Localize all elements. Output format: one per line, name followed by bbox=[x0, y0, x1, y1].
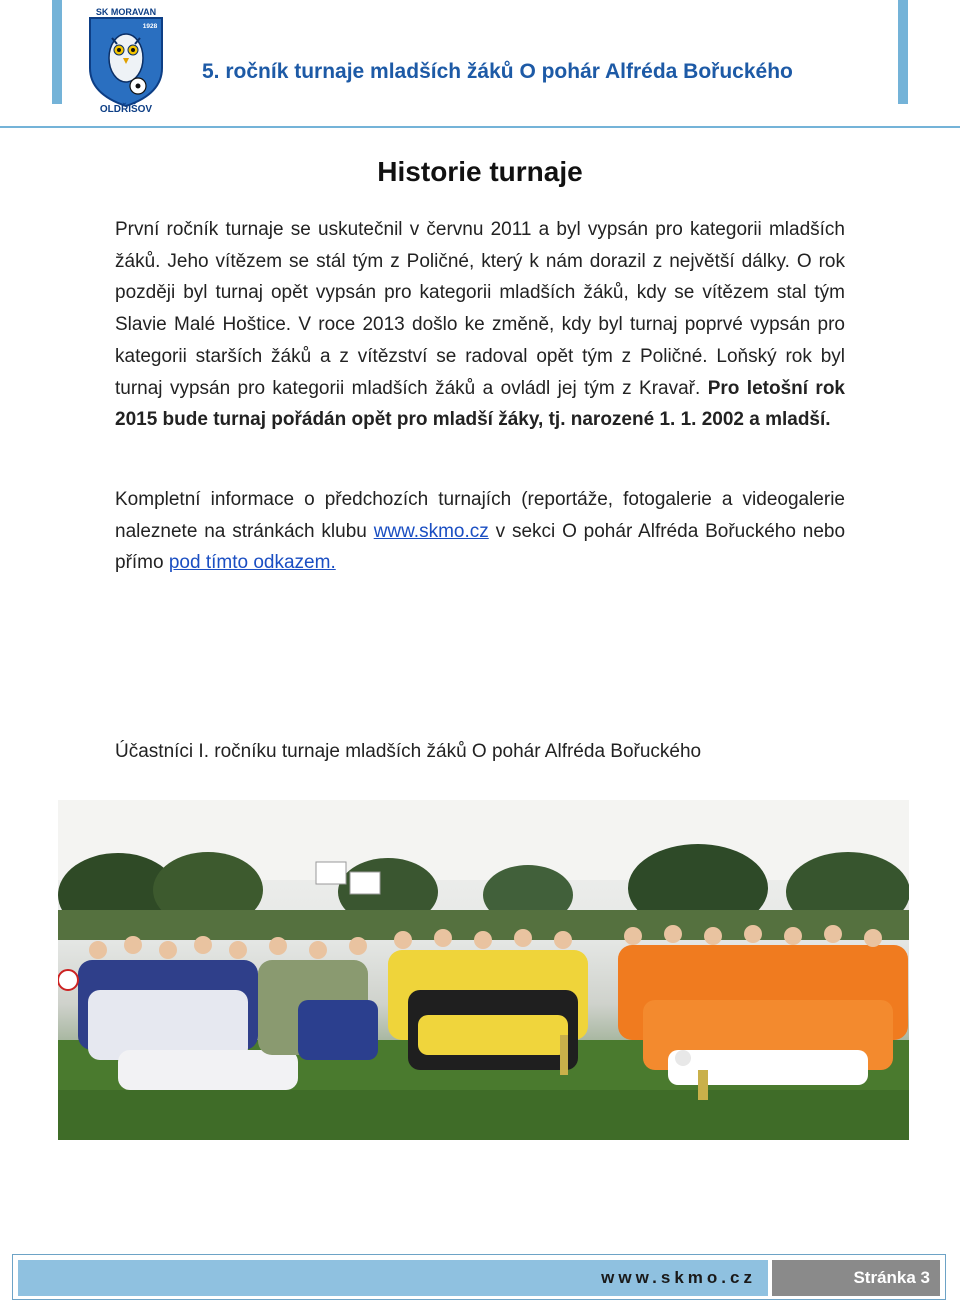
photo-caption: Účastníci I. ročníku turnaje mladších žáků O pohár Alfréda Bořuckého bbox=[115, 741, 702, 762]
logo-club-name: SK MORAVAN bbox=[95, 7, 157, 17]
history-highlight: Pro letošní rok 2015 bude turnaj pořádán opět pro mladší žáky, tj. narozené 1. 1. 2002 a mladší. bbox=[115, 377, 845, 431]
team-photo-illustration bbox=[58, 800, 909, 1140]
header-accent-bar-right bbox=[898, 0, 908, 104]
header-title: 5. ročník turnaje mladších žáků O pohár Alfréda Bořuckého bbox=[202, 60, 793, 83]
club-logo bbox=[84, 6, 168, 114]
club-website-link[interactable]: www.skmo.cz bbox=[373, 520, 489, 542]
team-photo bbox=[58, 800, 909, 1140]
footer-page-number: Stránka 3 bbox=[772, 1260, 940, 1296]
info-text-2: v sekci O pohár Alfréda Bořuckého nebo přímo bbox=[115, 520, 846, 574]
footer-url: www.skmo.cz bbox=[18, 1260, 768, 1296]
history-paragraph bbox=[115, 214, 845, 436]
logo-year: 1928 bbox=[142, 23, 158, 30]
info-paragraph bbox=[115, 484, 845, 579]
history-text: První ročník turnaje se uskutečnil v červnu 2011 a byl vypsán pro kategorii mladších žáků. Jeho vítězem se stál tým z Poličné, který k nám dorazil z největší dálky. O rok později byl turnaj opět vypsán pro kategorii mladších žáků, kdy se vítězem stal tým Slavie Malé Hoštice. V roce 2013 došlo ke změně, kdy byl turnaj poprvé vypsán pro kategorii starších žáků a z vítězství se radoval opět tým z Poličné. Loňský rok byl turnaj vypsán pro kategorii mladších žáků a ovládl jej tým z Kravař. bbox=[115, 219, 845, 399]
header-accent-bar-left bbox=[52, 0, 62, 104]
logo-town: OLDŘIŠOV bbox=[99, 104, 153, 114]
gallery-link[interactable]: pod tímto odkazem. bbox=[168, 552, 336, 574]
header-divider bbox=[0, 126, 960, 128]
info-text-1: Kompletní informace o předchozích turnajích (reportáže, fotogalerie a videogalerie naleznete na stránkách klubu bbox=[115, 489, 845, 542]
section-title: Historie turnaje bbox=[377, 156, 583, 187]
